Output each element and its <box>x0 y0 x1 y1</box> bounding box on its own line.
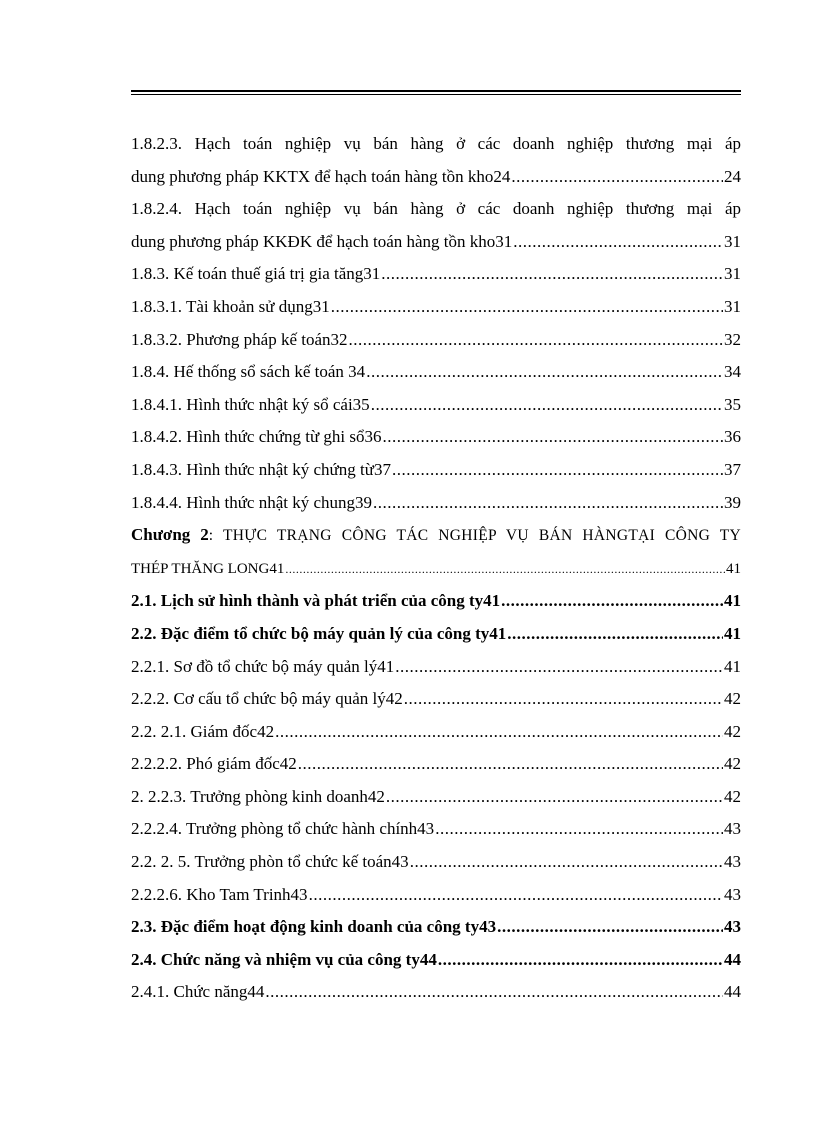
toc-entry[interactable] <box>131 454 741 487</box>
dot-leader <box>511 161 723 194</box>
dot-leader <box>285 553 725 586</box>
toc-entry-row <box>131 553 741 586</box>
toc-entry-page-number: 44 <box>724 949 741 969</box>
toc-entry-title: dung phương pháp KKTX để hạch toán hàng tồn kho24 <box>131 166 511 186</box>
toc-entry-row <box>131 324 741 357</box>
dot-leader <box>331 291 723 324</box>
toc-entry-row <box>131 976 741 1009</box>
toc-entry-row <box>131 454 741 487</box>
toc-entry-first-line-text: 1.8.2.3. Hạch toán nghiệp vụ bán hàng ở các doanh nghiệp thương mại áp <box>131 134 741 153</box>
toc-entry-row <box>131 879 741 912</box>
toc-entry-title: 1.8.4. Hế thống sổ sách kế toán 34 <box>131 362 366 382</box>
toc-entry-title: 1.8.4.3. Hình thức nhật ký chứng từ37 <box>131 459 391 479</box>
toc-entry-first-line <box>131 519 741 553</box>
dot-leader <box>501 585 723 618</box>
toc-entry-title: 1.8.4.1. Hình thức nhật ký sổ cái35 <box>131 394 370 414</box>
dot-leader <box>309 879 723 912</box>
toc-entry[interactable] <box>131 356 741 389</box>
toc-entry[interactable] <box>131 781 741 814</box>
toc-entry[interactable] <box>131 585 741 618</box>
dot-leader <box>513 226 723 259</box>
dot-leader <box>349 324 723 357</box>
toc-entry[interactable] <box>131 487 741 520</box>
toc-entry-page-number: 41 <box>726 560 741 577</box>
toc-entry-title: THÉP THĂNG LONG41 <box>131 560 285 577</box>
dot-leader <box>373 487 723 520</box>
dot-leader <box>381 258 723 291</box>
toc-entry[interactable] <box>131 519 741 585</box>
toc-entry-title: 2.1. Lịch sử hình thành và phát triển của công ty41 <box>131 591 501 611</box>
toc-entry[interactable] <box>131 911 741 944</box>
toc-entry-page-number: 43 <box>724 852 741 872</box>
toc-entry[interactable] <box>131 879 741 912</box>
toc-entry-first-line-text: : THỰC TRẠNG CÔNG TÁC NGHIỆP VỤ BÁN HÀNGTẠI CÔNG TY <box>208 527 741 545</box>
toc-entry[interactable] <box>131 389 741 422</box>
toc-entry-first-line <box>131 128 741 161</box>
chapter-label: Chương 2 <box>131 525 209 545</box>
toc-entry-page-number: 31 <box>724 231 741 251</box>
toc-entry-title: 2.2.2. Cơ cấu tổ chức bộ máy quản lý42 <box>131 689 403 709</box>
toc-entry[interactable] <box>131 716 741 749</box>
dot-leader <box>275 716 723 749</box>
dot-leader <box>366 356 723 389</box>
toc-entry[interactable] <box>131 944 741 977</box>
toc-entry[interactable] <box>131 618 741 651</box>
toc-entry-row <box>131 258 741 291</box>
toc-entry-page-number: 42 <box>724 689 741 709</box>
toc-entry-title: 2.2.2.6. Kho Tam Trinh43 <box>131 884 308 904</box>
toc-entry-row <box>131 651 741 684</box>
toc-entry-title: 2.2. 2.1. Giám đốc42 <box>131 721 275 741</box>
toc-entry[interactable] <box>131 128 741 193</box>
toc-entry[interactable] <box>131 748 741 781</box>
header-rule-thin <box>131 94 741 95</box>
toc-entry-page-number: 41 <box>724 591 741 611</box>
toc-entry-row <box>131 585 741 618</box>
dot-leader <box>438 944 723 977</box>
toc-entry-page-number: 41 <box>724 656 741 676</box>
toc-entry-page-number: 35 <box>724 394 741 414</box>
toc-entry-page-number: 43 <box>724 917 741 937</box>
toc-entry-title: 1.8.3.1. Tài khoản sử dụng31 <box>131 296 330 316</box>
toc-entry-row <box>131 846 741 879</box>
toc-entry-page-number: 31 <box>724 296 741 316</box>
toc-entry[interactable] <box>131 291 741 324</box>
toc-entry-page-number: 41 <box>724 623 741 643</box>
toc-entry[interactable] <box>131 421 741 454</box>
toc-entry-page-number: 44 <box>724 982 741 1002</box>
dot-leader <box>298 748 723 781</box>
toc-entry-title: 1.8.4.2. Hình thức chứng từ ghi sổ36 <box>131 427 382 447</box>
dot-leader <box>386 781 723 814</box>
dot-leader <box>395 651 723 684</box>
toc-entry-title: 2.2.2.4. Trưởng phòng tổ chức hành chính43 <box>131 819 435 839</box>
toc-entry-row <box>131 781 741 814</box>
toc-entry-row <box>131 389 741 422</box>
toc-entry-page-number: 39 <box>724 492 741 512</box>
toc-entry-row <box>131 161 741 194</box>
toc-entry[interactable] <box>131 651 741 684</box>
dot-leader <box>265 976 723 1009</box>
toc-entry-row <box>131 683 741 716</box>
toc-entry[interactable] <box>131 324 741 357</box>
toc-entry-title: 2.2.2.2. Phó giám đốc42 <box>131 754 297 774</box>
toc-entry-title: dung phương pháp KKĐK để hạch toán hàng tồn kho31 <box>131 231 513 251</box>
toc-entry-row <box>131 356 741 389</box>
toc-entry-title: 2.4. Chức năng và nhiệm vụ của công ty44 <box>131 949 437 969</box>
dot-leader <box>404 683 723 716</box>
toc-entry-row <box>131 421 741 454</box>
toc-entry-page-number: 34 <box>724 362 741 382</box>
toc-entry-title: 1.8.3.2. Phương pháp kế toán32 <box>131 329 348 349</box>
toc-entry-page-number: 43 <box>724 819 741 839</box>
toc-entry-row <box>131 944 741 977</box>
toc-entry-row <box>131 748 741 781</box>
dot-leader <box>392 454 723 487</box>
toc-entry-first-line <box>131 193 741 226</box>
toc-entry[interactable] <box>131 683 741 716</box>
toc-entry-page-number: 42 <box>724 754 741 774</box>
table-of-contents <box>131 128 741 1009</box>
toc-entry-title: 1.8.4.4. Hình thức nhật ký chung39 <box>131 492 373 512</box>
toc-entry-row <box>131 226 741 259</box>
toc-entry-row <box>131 911 741 944</box>
dot-leader <box>435 813 723 846</box>
toc-entry-row <box>131 618 741 651</box>
dot-leader <box>497 911 723 944</box>
toc-entry-page-number: 31 <box>724 264 741 284</box>
toc-entry-title: 2.4.1. Chức năng44 <box>131 982 265 1002</box>
toc-entry-title: 2.2. 2. 5. Trưởng phòn tổ chức kế toán43 <box>131 852 409 872</box>
toc-entry-page-number: 43 <box>724 884 741 904</box>
toc-entry[interactable] <box>131 258 741 291</box>
toc-entry-first-line-text: 1.8.2.4. Hạch toán nghiệp vụ bán hàng ở các doanh nghiệp thương mại áp <box>131 199 741 219</box>
toc-entry[interactable] <box>131 976 741 1009</box>
toc-entry-page-number: 36 <box>724 427 741 447</box>
toc-entry[interactable] <box>131 846 741 879</box>
toc-entry-page-number: 24 <box>724 166 741 186</box>
dot-leader <box>371 389 723 422</box>
toc-entry-row <box>131 487 741 520</box>
toc-entry-row <box>131 813 741 846</box>
toc-entry-page-number: 42 <box>724 786 741 806</box>
toc-entry-page-number: 42 <box>724 721 741 741</box>
toc-entry[interactable] <box>131 193 741 258</box>
dot-leader <box>410 846 723 879</box>
toc-entry-title: 2. 2.2.3. Trưởng phòng kinh doanh42 <box>131 786 385 806</box>
toc-entry-page-number: 32 <box>724 329 741 349</box>
toc-entry-title: 2.2. Đặc điểm tổ chức bộ máy quản lý của công ty41 <box>131 623 507 643</box>
toc-entry-row <box>131 716 741 749</box>
toc-entry-row <box>131 291 741 324</box>
header-rule-thick <box>131 90 741 92</box>
toc-entry-page-number: 37 <box>724 459 741 479</box>
toc-entry-title: 2.2.1. Sơ đồ tổ chức bộ máy quản lý41 <box>131 656 395 676</box>
dot-leader <box>507 618 723 651</box>
toc-entry[interactable] <box>131 813 741 846</box>
toc-entry-title: 2.3. Đặc điểm hoạt động kinh doanh của công ty43 <box>131 917 497 937</box>
toc-entry-title: 1.8.3. Kế toán thuế giá trị gia tăng31 <box>131 264 381 284</box>
dot-leader <box>383 421 723 454</box>
